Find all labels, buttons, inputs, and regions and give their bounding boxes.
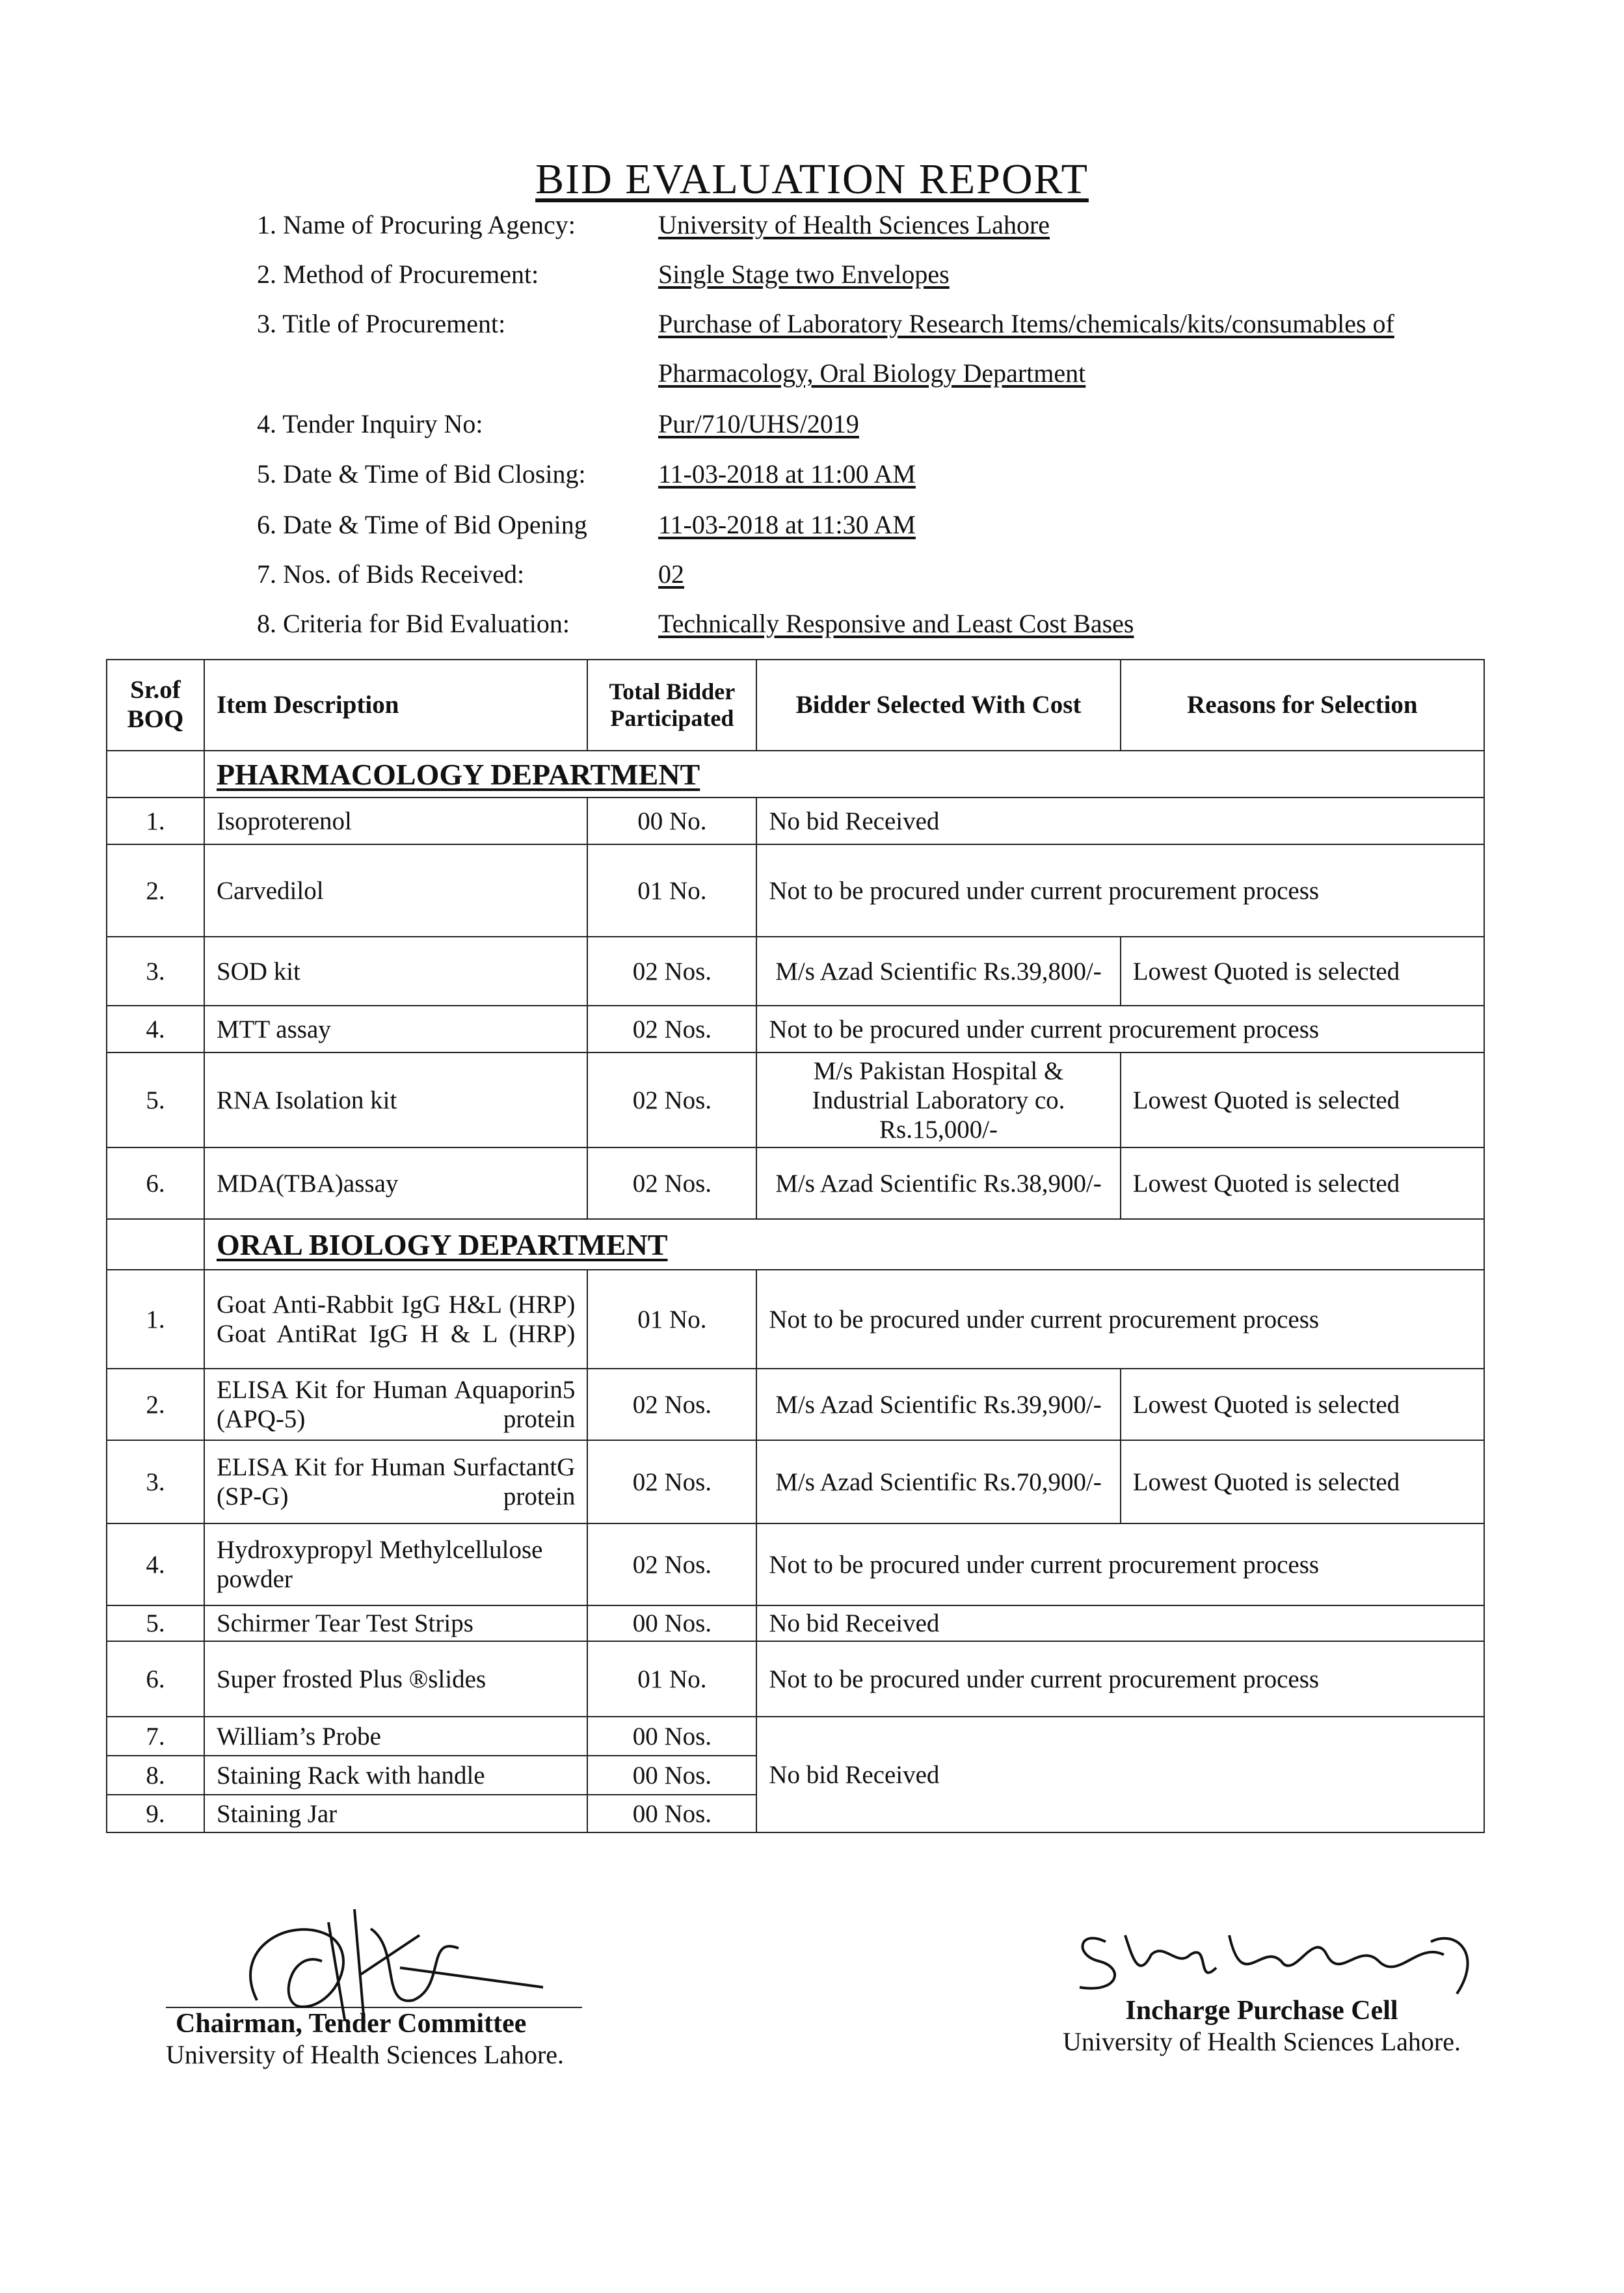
info-label: 8. Criteria for Bid Evaluation: [257,609,570,638]
signature-title-right: Incharge Purchase Cell [1125,1996,1398,2026]
cell-item: Goat Anti-Rabbit IgG H&L (HRP) Goat AntiRat IgG H & L (HRP) [204,1270,587,1369]
cell-sr: 5. [107,1605,204,1641]
info-value: Single Stage two Envelopes [658,260,950,289]
cell-total: 00 Nos. [587,1756,756,1795]
signature-title-left: Chairman, Tender Committee [176,2009,527,2039]
table-row [107,1523,1484,1605]
info-label: 6. Date & Time of Bid Opening [257,510,587,539]
cell-item: Staining Jar [204,1795,587,1832]
header-total: Total Bidder Participated [587,660,756,751]
cell-sr: 7. [107,1717,204,1756]
cell-item: William’s Probe [204,1717,587,1756]
cell-note: No bid Received [756,798,1484,844]
cell-bidder: M/s Azad Scientific Rs.39,900/- [756,1369,1120,1440]
info-row-agency [257,209,1536,259]
cell-note: Not to be procured under current procurement process [756,1641,1484,1717]
info-value: 11-03-2018 at 11:30 AM [658,510,916,539]
signature-org-right: University of Health Sciences Lahore. [1062,2027,1461,2056]
cell-sr: 4. [107,1523,204,1605]
info-label: 7. Nos. of Bids Received: [257,559,525,589]
cell-total: 02 Nos. [587,1523,756,1605]
report-info [257,209,1536,658]
cell-reason: Lowest Quoted is selected [1121,937,1484,1006]
info-value-line1: Purchase of Laboratory Research Items/chemicals/kits/consumables of [658,309,1394,338]
cell-total: 02 Nos. [587,1053,756,1147]
info-row-opening [257,509,1536,559]
cell-sr: 3. [107,1440,204,1523]
cell-note: Not to be procured under current procurement process [756,1270,1484,1369]
table-row [107,1440,1484,1523]
header-bidder: Bidder Selected With Cost [756,660,1120,751]
cell-total: 01 No. [587,1641,756,1717]
cell-item: MDA(TBA)assay [204,1147,587,1219]
info-row-bids [257,559,1536,608]
cell-sr: 1. [107,798,204,844]
cell-sr: 4. [107,1006,204,1053]
info-row-tender [257,409,1536,459]
info-label: 3. Title of Procurement: [257,309,506,338]
info-label: 5. Date & Time of Bid Closing: [257,459,586,489]
section-spacer [107,1219,204,1270]
cell-total: 02 Nos. [587,937,756,1006]
cell-total: 00 Nos. [587,1605,756,1641]
cell-item: ELISA Kit for Human Aquaporin5 (APQ-5) protein [204,1369,587,1440]
signature-scribble-left [231,1909,595,2026]
table-row [107,1006,1484,1053]
cell-note: Not to be procured under current procurement process [756,1523,1484,1605]
section-spacer [107,751,204,798]
info-label: 4. Tender Inquiry No: [257,409,483,438]
cell-note: Not to be procured under current procurement process [756,1006,1484,1053]
info-label: 2. Method of Procurement: [257,260,539,289]
cell-total: 01 No. [587,844,756,937]
info-row-title [257,308,1536,409]
info-value-line2: Pharmacology, Oral Biology Department [658,358,1086,388]
cell-total: 02 Nos. [587,1440,756,1523]
signature-org-left: University of Health Sciences Lahore. [166,2040,565,2069]
cell-total: 01 No. [587,1270,756,1369]
cell-item: ELISA Kit for Human SurfactantG (SP-G) protein [204,1440,587,1523]
cell-item: Staining Rack with handle [204,1756,587,1795]
cell-item: Isoproterenol [204,798,587,844]
section-title: ORAL BIOLOGY DEPARTMENT [204,1219,1484,1270]
cell-note: Not to be procured under current procurement process [756,844,1484,937]
cell-total: 02 Nos. [587,1369,756,1440]
table-row [107,844,1484,937]
cell-bidder: M/s Pakistan Hospital & Industrial Laboratory co. Rs.15,000/- [756,1053,1120,1147]
cell-sr: 6. [107,1641,204,1717]
table-row [107,1270,1484,1369]
cell-sr: 3. [107,937,204,1006]
cell-sr: 5. [107,1053,204,1147]
cell-bidder: M/s Azad Scientific Rs.38,900/- [756,1147,1120,1219]
section-row [107,1219,1484,1270]
cell-item: RNA Isolation kit [204,1053,587,1147]
info-value: 02 [658,559,684,589]
cell-sr: 8. [107,1756,204,1795]
cell-reason: Lowest Quoted is selected [1121,1053,1484,1147]
cell-bidder: M/s Azad Scientific Rs.39,800/- [756,937,1120,1006]
cell-sr: 6. [107,1147,204,1219]
info-value: 11-03-2018 at 11:00 AM [658,459,916,489]
table-header-row [107,660,1484,751]
cell-item: Schirmer Tear Test Strips [204,1605,587,1641]
cell-total: 02 Nos. [587,1006,756,1053]
info-label: 1. Name of Procuring Agency: [257,210,576,239]
cell-reason: Lowest Quoted is selected [1121,1369,1484,1440]
table-row [107,1605,1484,1641]
header-reason: Reasons for Selection [1121,660,1484,751]
section-row [107,751,1484,798]
header-item: Item Description [204,660,587,751]
table-row [107,1053,1484,1147]
signature-block-left [166,2007,634,2070]
report-title: BID EVALUATION REPORT [535,155,1089,203]
cell-item: SOD kit [204,937,587,1006]
info-value: University of Health Sciences Lahore [658,210,1050,239]
cell-bidder: M/s Azad Scientific Rs.70,900/- [756,1440,1120,1523]
cell-reason: Lowest Quoted is selected [1121,1440,1484,1523]
cell-item: Carvedilol [204,844,587,937]
bid-table [106,659,1485,1833]
info-row-method [257,259,1536,308]
table-row [107,937,1484,1006]
cell-total: 00 Nos. [587,1795,756,1832]
table-row [107,1717,1484,1756]
cell-item: Hydroxypropyl Methylcellulose powder [204,1523,587,1605]
table-row [107,1147,1484,1219]
cell-total: 00 No. [587,798,756,844]
cell-note-merged: No bid Received [756,1717,1484,1832]
cell-note: No bid Received [756,1605,1484,1641]
cell-sr: 9. [107,1795,204,1832]
cell-sr: 1. [107,1270,204,1369]
info-value: Pur/710/UHS/2019 [658,409,859,438]
cell-item: MTT assay [204,1006,587,1053]
table-row [107,1369,1484,1440]
info-row-closing [257,459,1536,509]
header-sr: Sr.of BOQ [107,660,204,751]
info-row-criteria [257,608,1536,658]
table-row [107,1641,1484,1717]
cell-sr: 2. [107,844,204,937]
cell-item: Super frosted Plus ®slides [204,1641,587,1717]
info-value [658,308,1536,388]
cell-sr: 2. [107,1369,204,1440]
cell-total: 02 Nos. [587,1147,756,1219]
signature-block-right [1028,1994,1496,2057]
info-value: Technically Responsive and Least Cost Bases [658,609,1134,638]
signature-scribble-right [1067,1916,1522,2007]
cell-reason: Lowest Quoted is selected [1121,1147,1484,1219]
cell-total: 00 Nos. [587,1717,756,1756]
section-title: PHARMACOLOGY DEPARTMENT [204,751,1484,798]
table-row [107,798,1484,844]
